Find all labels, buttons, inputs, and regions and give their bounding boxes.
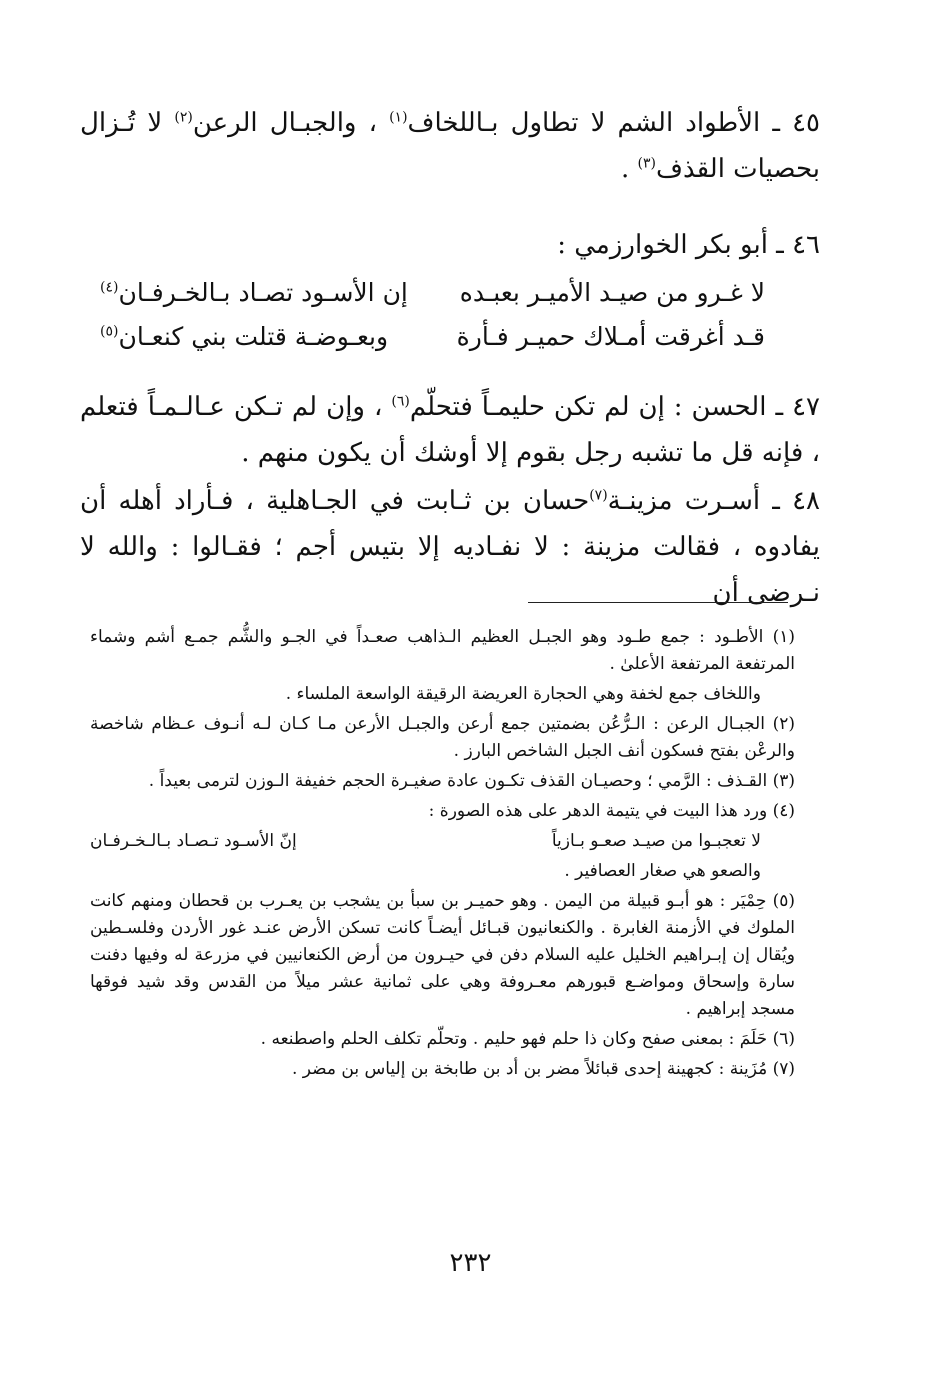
- footnote-4-poem-second: إنّ الأسـود تـصـاد بـالـخـرفـان: [90, 831, 297, 851]
- verse-2-first-hemistich: قـد أغرقت أمـلاك حميـر فـأرة: [456, 322, 765, 351]
- paragraph-48-text-a: ٤٨ ـ أسـرت مزينـة: [607, 486, 820, 516]
- paragraph-45-text-c: لا تُـزال بحصيات القذف: [80, 108, 820, 184]
- paragraph-47-text-b: ، وإن لم تـكن عـالـمـاً فتعلم ، فإنه قل ما تشبه رجل بقوم إلا أوشك أن يكون منهم .: [80, 392, 820, 468]
- footnote-4-continuation: [90, 858, 795, 885]
- paragraph-45: [80, 100, 820, 192]
- verse-1-second-text: إن الأسـود تصـاد بـالخـرفـان: [118, 278, 408, 307]
- footnote-4-poem: [90, 828, 795, 855]
- paragraph-46-heading: ٤٦ ـ أبو بكر الخوارزمي :: [557, 230, 820, 260]
- footnote-2: (٢) الجبـال الرعن : الـرُّعُن بضمتين جمع أرعن والجبـل الأرعن مـا كـان لـه أنـوف عـظام شاخصة والرعْن بفتح فسكون أنف الجبل الشاخص البارز .: [90, 714, 795, 761]
- footnote-6: (٦) حَلَمَ : بمعنى صفح وكان ذا حلم فهو حليم . وتحلّم تكلف الحلم واصطنعه .: [260, 1029, 795, 1049]
- verse-1-first-hemistich: لا غـرو من صيـد الأميـر بعبـده: [459, 278, 765, 307]
- footnote-1: (١) الأطـود : جمع طـود وهو الجبـل العظيم الـذاهب صعـداً في الجـو والشُّم جمـع أشم وشماء المرتفعة المرتفعة الأعلىٰ .: [90, 627, 795, 674]
- footnote-ref-4: (٤): [100, 279, 119, 296]
- footnote-4-continuation-text: والصعو هي صغار العصافير .: [564, 861, 761, 881]
- footnote-4: (٤) ورد هذا البيت في يتيمة الدهر على هذه الصورة :: [428, 801, 795, 821]
- verse-1-second-hemistich: [100, 278, 408, 307]
- paragraph-48-text-b: حسان بن ثـابت في الجـاهلية ، فـأراد أهله أن يفادوه ، فقالت مزينة : لا نفـاديه إلا بتيس أجم ؛ فقـالوا : والله لا نـرضى أن: [80, 486, 820, 608]
- footnote-ref-6: (٦): [391, 393, 410, 410]
- footnote-1-continuation: [90, 681, 795, 708]
- paragraph-45-text-d: .: [621, 154, 630, 184]
- footnote-ref-3: (٣): [637, 155, 657, 172]
- footnote-ref-5: (٥): [100, 323, 119, 340]
- footnote-7: (٧) مُزَينة : كجهينة إحدى قبائلاً مضر بن أد بن طابخة بن إلياس بن مضر .: [291, 1059, 795, 1079]
- paragraph-45-text-b: ، والجبـال الرعن: [192, 108, 377, 138]
- paragraph-47-text-a: ٤٧ ـ الحسن : إن لم تكن حليمـاً فتحلّم: [409, 392, 820, 422]
- footnote-ref-2: (٢): [174, 109, 193, 126]
- footnote-4-poem-first: لا تعجبـوا من صيـد صعـو بـازياً: [551, 831, 761, 851]
- footnote-separator: [528, 602, 788, 603]
- footnote-1-continuation-text: واللخاف جمع لخفة وهي الحجارة العريضة الرقيقة الواسعة الملساء .: [285, 684, 761, 704]
- verse-2-second-text: وبعـوضـة قتلت بني كنعـان: [118, 322, 389, 351]
- footnote-ref-7: (٧): [589, 487, 608, 504]
- footnote-5: (٥) حِمْيَر : هو أبـو قبيلة من اليمن . وهو حميـر بن سبأ بن يشجب بن يعـرب بن قحطان ومنهم كانت الملوك في الأزمنة الغابرة . والكنعانيون قبـائل أيضـاً كانت تسكن الأرض عنـد غور الأردن وفلسـطين ويُقال إن إبـراهيم الخليل عليه السلام دفن في حيـرون من أرض الكنعانيين في مزرعة له وفيها دفنت سارة وإسحاق ومواضـع قبورهم معـروفة وهي على ثمانية عشر ميلاً من القدس وقد شيد فوقها مسجد إبراهيم .: [90, 891, 795, 1019]
- paragraph-48: [80, 478, 820, 616]
- footnotes: [90, 624, 795, 1086]
- footnote-3: (٣) القـذف : الرَّمي ؛ وحصيـان القذف تكـون عادة صغيـرة الحجم خفيفة الـوزن لترمى بعيداً .: [148, 771, 795, 791]
- footnote-ref-1: (١): [389, 109, 408, 126]
- paragraph-47: [80, 384, 820, 476]
- page-number: ٢٣٢: [449, 1248, 492, 1278]
- paragraph-45-text-a: ٤٥ ـ الأطواد الشم لا تطاول بـاللخاف: [407, 108, 821, 138]
- verse-2-second-hemistich: [100, 322, 388, 351]
